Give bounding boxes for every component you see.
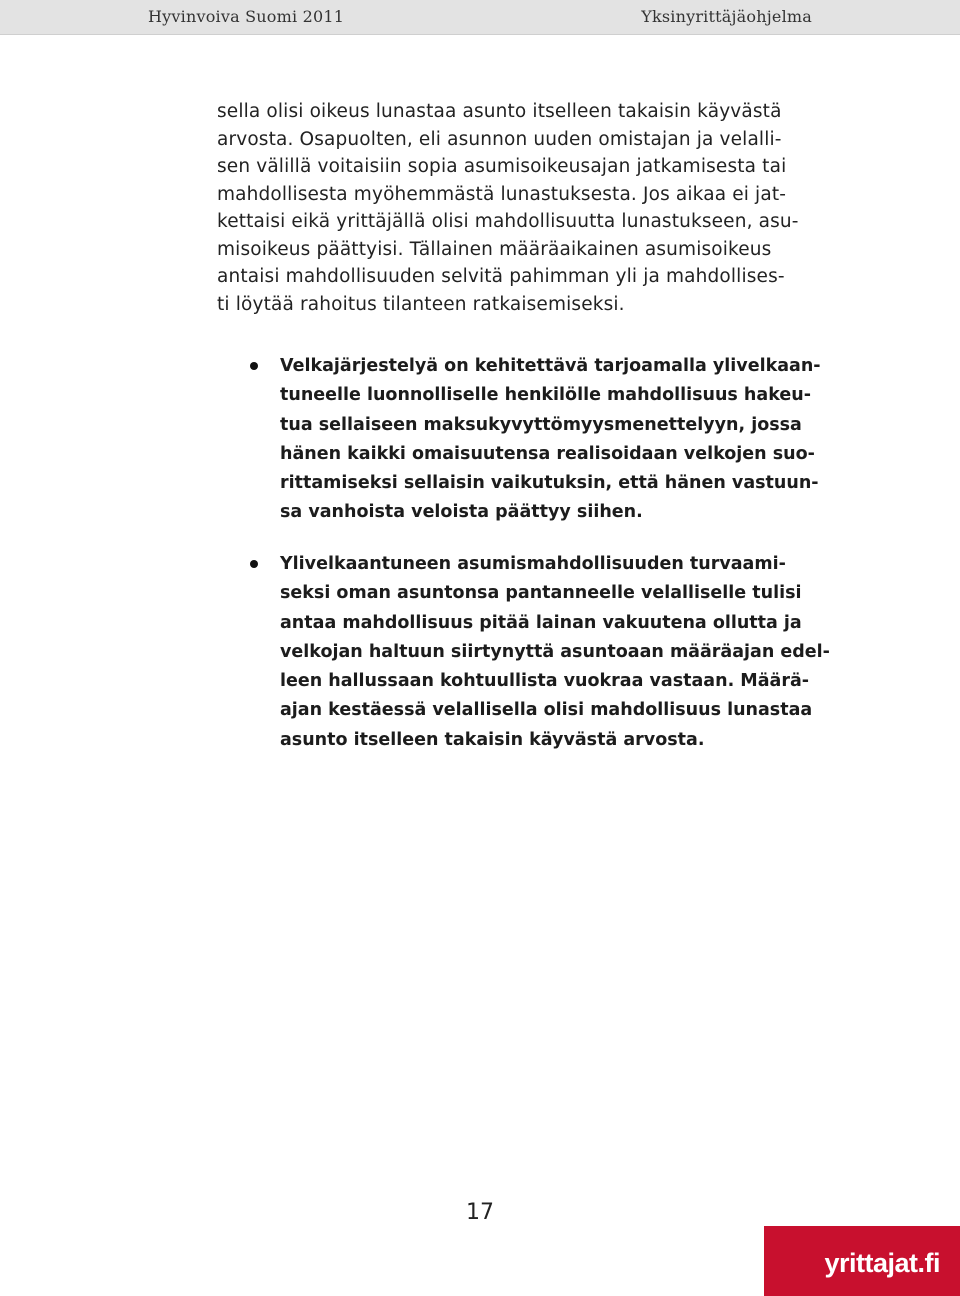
page-number: 17	[466, 1200, 494, 1225]
bullet-text	[280, 550, 830, 755]
header-publication-title: Hyvinvoiva Suomi 2011	[148, 7, 345, 26]
paragraph-line: misoikeus päättyisi. Tällainen määräaikainen asumisoikeus	[217, 238, 772, 260]
bullet-line: leen hallussaan kohtuullista vuokraa vastaan. Määrä-	[280, 671, 810, 692]
bullet-line: ajan kestäessä velallisella olisi mahdollisuus lunastaa	[280, 700, 813, 721]
running-header	[0, 0, 960, 35]
bullet-line: Ylivelkaantuneen asumismahdollisuuden turvaami-	[280, 554, 786, 574]
bullet-line: rittamiseksi sellaisin vaikutuksin, että hänen vastuun-	[280, 473, 819, 494]
bullet-line: velkojan haltuun siirtynyttä asuntoaan määräajan edel-	[280, 641, 830, 662]
bullet-line: antaa mahdollisuus pitää lainan vakuutena ollutta ja	[280, 612, 802, 633]
header-section-title: Yksinyrittäjäohjelma	[641, 7, 812, 26]
bullet-line: tuneelle luonnolliselle henkilölle mahdollisuus hakeu-	[280, 385, 811, 406]
bullet-line: sa vanhoista veloista päättyy siihen.	[280, 502, 643, 523]
bullet-line: seksi oman asuntonsa pantanneelle velalliselle tulisi	[280, 583, 802, 604]
bullet-line: tua sellaiseen maksukyvyttömyysmenettelyyn, jossa	[280, 414, 802, 435]
paragraph-line: sen välillä voitaisiin sopia asumisoikeusajan jatkamisesta tai	[217, 156, 787, 177]
bullet-dot-icon	[250, 560, 258, 568]
body-paragraph	[217, 98, 817, 318]
paragraph-line: ti löytää rahoitus tilanteen ratkaisemiseksi.	[217, 293, 625, 315]
bullet-text	[280, 352, 821, 528]
bullet-dot-icon	[250, 362, 258, 370]
logo-text: yrittajat.fi	[824, 1248, 940, 1278]
bullet-line: Velkajärjestelyä on kehitettävä tarjoamalla ylivelkaan-	[280, 356, 821, 376]
paragraph-line: kettaisi eikä yrittäjällä olisi mahdollisuutta lunastukseen, asu-	[217, 211, 799, 232]
yrittajat-logo[interactable]	[764, 1226, 960, 1296]
paragraph-line: sella olisi oikeus lunastaa asunto itselleen takaisin käyvästä	[217, 101, 782, 122]
bullet-line: asunto itselleen takaisin käyvästä arvosta.	[280, 729, 705, 750]
paragraph-line: antaisi mahdollisuuden selvitä pahimman yli ja mahdollises-	[217, 266, 785, 287]
paragraph-line: arvosta. Osapuolten, eli asunnon uuden omistajan ja velalli-	[217, 128, 782, 150]
bullet-line: hänen kaikki omaisuutensa realisoidaan velkojen suo-	[280, 443, 815, 464]
paragraph-line: mahdollisesta myöhemmästä lunastuksesta. Jos aikaa ei jat-	[217, 183, 787, 205]
